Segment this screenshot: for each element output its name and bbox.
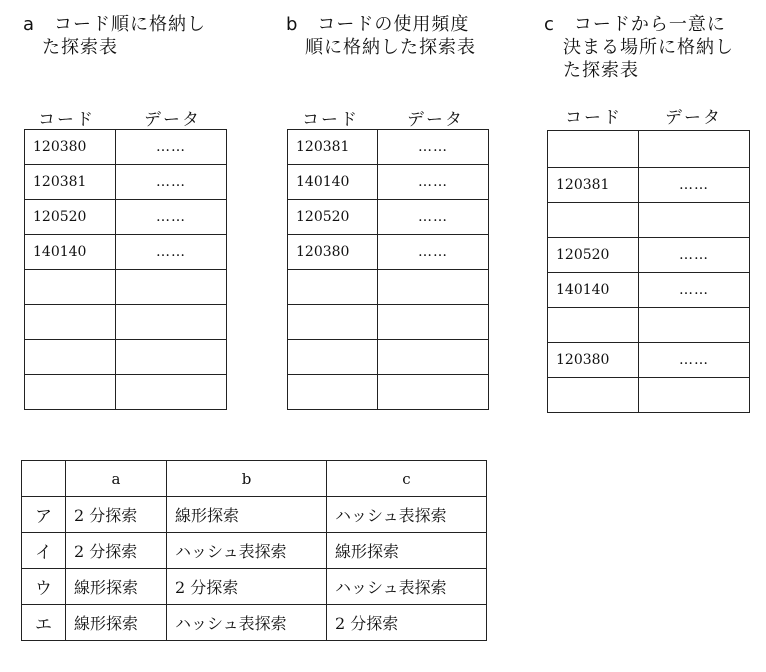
answer-cell: ハッシュ表探索 (327, 497, 487, 533)
data-cell (116, 305, 227, 340)
code-cell: 120520 (288, 200, 378, 235)
answer-header-cell (22, 461, 66, 497)
table-row (25, 305, 227, 340)
data-cell: …… (639, 238, 750, 273)
code-cell: 140140 (25, 235, 116, 270)
data-cell: …… (639, 168, 750, 203)
code-cell (548, 378, 639, 413)
data-cell (378, 340, 489, 375)
answer-cell: 線形探索 (327, 533, 487, 569)
code-cell (288, 270, 378, 305)
answer-header-row (22, 461, 487, 497)
answer-cell: 線形探索 (66, 605, 167, 641)
panel-c-title-line: た探索表 (544, 60, 639, 81)
code-cell (25, 375, 116, 410)
table-row (25, 375, 227, 410)
data-cell: …… (378, 235, 489, 270)
code-cell: 120520 (548, 238, 639, 273)
table-row (548, 273, 750, 308)
panel-a-data-header: データ (144, 110, 201, 130)
answer-cell: ハッシュ表探索 (167, 533, 327, 569)
answer-cell: 線形探索 (167, 497, 327, 533)
panel-c-title-line: c コードから一意に (544, 14, 726, 35)
data-cell (378, 305, 489, 340)
table-row (288, 235, 489, 270)
answer-choices-table (21, 460, 487, 641)
code-cell (548, 203, 639, 238)
answer-header-cell: c (327, 461, 487, 497)
table-row (25, 200, 227, 235)
data-cell (116, 340, 227, 375)
panel-c-data-header: データ (665, 108, 722, 128)
data-cell (378, 375, 489, 410)
panel-c-code-header: コード (565, 108, 622, 128)
code-cell (25, 340, 116, 375)
answer-cell: 2 分探索 (327, 605, 487, 641)
table-row (288, 305, 489, 340)
data-cell: …… (116, 200, 227, 235)
code-cell (548, 131, 639, 168)
panel-a-title-line: a コード順に格納し (23, 14, 207, 35)
code-cell (288, 375, 378, 410)
table-row (548, 168, 750, 203)
table-row (25, 130, 227, 165)
answer-option-label: ウ (22, 569, 66, 605)
panel-b-code-table (287, 129, 489, 410)
data-cell (639, 203, 750, 238)
answer-option-label: イ (22, 533, 66, 569)
code-cell (25, 305, 116, 340)
code-cell (548, 308, 639, 343)
table-row (548, 203, 750, 238)
answer-row (22, 569, 487, 605)
table-row (548, 308, 750, 343)
data-cell: …… (116, 235, 227, 270)
data-cell: …… (639, 343, 750, 378)
panel-a-code-table (24, 129, 227, 410)
answer-cell: 2 分探索 (66, 533, 167, 569)
data-cell: …… (639, 273, 750, 308)
panel-c-title-line: 決まる場所に格納し (544, 37, 734, 58)
table-row (288, 340, 489, 375)
data-cell (116, 375, 227, 410)
table-row (548, 238, 750, 273)
code-cell: 120381 (25, 165, 116, 200)
data-cell: …… (378, 130, 489, 165)
panel-c-title (544, 13, 734, 82)
panel-b-title-line: 順に格納した探索表 (286, 37, 476, 58)
panel-b-title-line: b コードの使用頻度 (286, 14, 470, 35)
data-cell (639, 308, 750, 343)
code-cell (288, 305, 378, 340)
table-row (25, 270, 227, 305)
answer-table-body (22, 461, 487, 641)
answer-row (22, 533, 487, 569)
answer-header-cell: a (66, 461, 167, 497)
table-row (288, 200, 489, 235)
table-row (25, 340, 227, 375)
code-cell: 140140 (548, 273, 639, 308)
code-cell: 120381 (548, 168, 639, 203)
panel-c-code-table (547, 130, 750, 413)
panel-c-table-body (548, 131, 750, 413)
answer-row (22, 497, 487, 533)
table-row (25, 165, 227, 200)
code-cell: 120380 (548, 343, 639, 378)
panel-b-title (286, 13, 476, 59)
code-cell: 120520 (25, 200, 116, 235)
panel-a-table-body (25, 130, 227, 410)
panel-a-title (23, 13, 206, 59)
data-cell: …… (378, 200, 489, 235)
table-row (25, 235, 227, 270)
table-row (288, 165, 489, 200)
answer-cell: ハッシュ表探索 (167, 605, 327, 641)
code-cell: 120380 (25, 130, 116, 165)
answer-cell: ハッシュ表探索 (327, 569, 487, 605)
data-cell (378, 270, 489, 305)
data-cell: …… (116, 130, 227, 165)
code-cell: 140140 (288, 165, 378, 200)
data-cell (639, 378, 750, 413)
data-cell (639, 131, 750, 168)
panel-b-data-header: データ (407, 110, 464, 130)
code-cell (288, 340, 378, 375)
answer-cell: 2 分探索 (167, 569, 327, 605)
answer-option-label: エ (22, 605, 66, 641)
answer-option-label: ア (22, 497, 66, 533)
code-cell: 120380 (288, 235, 378, 270)
data-cell: …… (116, 165, 227, 200)
table-row (288, 375, 489, 410)
panel-b-table-body (288, 130, 489, 410)
table-row (548, 343, 750, 378)
panel-a-code-header: コード (38, 110, 95, 130)
answer-header-cell: b (167, 461, 327, 497)
panel-b-code-header: コード (302, 110, 359, 130)
code-cell (25, 270, 116, 305)
table-row (548, 131, 750, 168)
panel-a-title-line: た探索表 (23, 37, 118, 58)
code-cell: 120381 (288, 130, 378, 165)
table-row (548, 378, 750, 413)
table-row (288, 130, 489, 165)
answer-cell: 線形探索 (66, 569, 167, 605)
data-cell: …… (378, 165, 489, 200)
data-cell (116, 270, 227, 305)
answer-row (22, 605, 487, 641)
table-row (288, 270, 489, 305)
answer-cell: 2 分探索 (66, 497, 167, 533)
